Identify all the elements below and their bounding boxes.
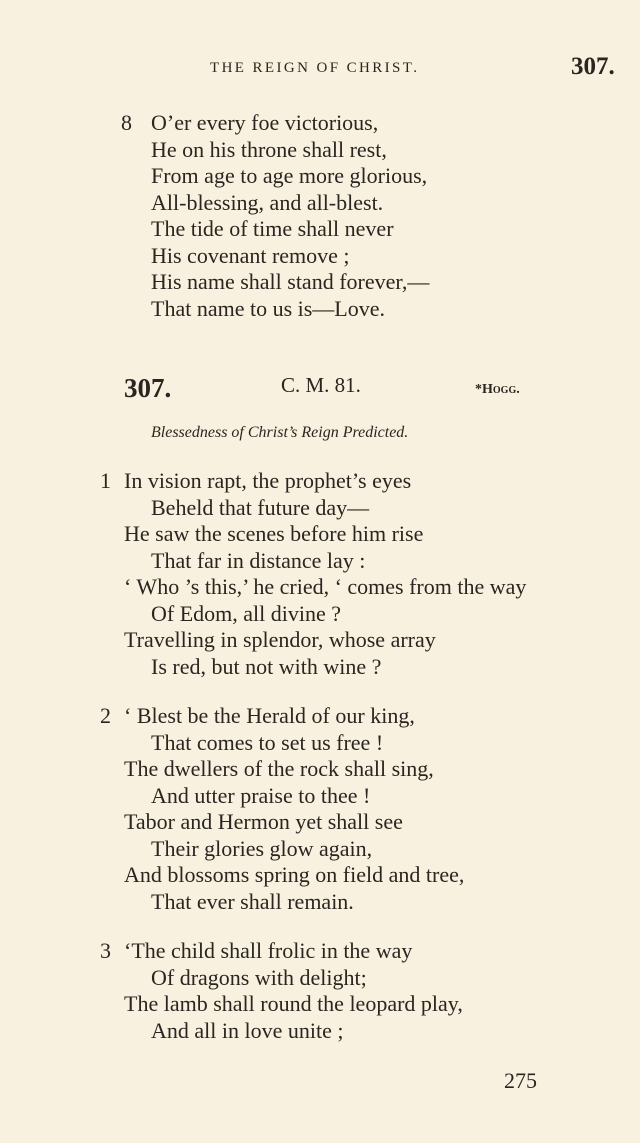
hymn-composer: *Hogg. [475,382,520,397]
verse-line: All-blessing, and all-blest. [151,189,384,215]
verse-line: The tide of time shall never [151,216,394,241]
verse-line: Travelling in splendor, whose array [124,627,436,652]
verse-line: And blossoms spring on field and tree, [124,862,465,887]
stanza-number: 2 [100,703,111,728]
hymn-number: 307. [124,373,172,403]
verse-line: The dwellers of the rock shall sing, [124,756,434,781]
hymn-subtitle: Blessedness of Christ’s Reign Predicted. [151,424,409,441]
hymn-meter: C. M. 81. [281,373,361,397]
verse-line: That far in distance lay : [151,547,366,573]
verse-line: From age to age more glorious, [151,163,428,188]
verse-line: That name to us is—Love. [151,295,386,321]
verse-line: That comes to set us free ! [151,729,384,755]
verse-line: That ever shall remain. [151,888,354,914]
verse-line: Of dragons with delight; [151,964,367,990]
running-title: THE REIGN OF CHRIST. [210,60,420,76]
verse-line: His name shall stand forever,— [151,269,430,294]
verse-line: And all in love unite ; [151,1017,344,1043]
verse-line: ‘The child shall frolic in the way [124,938,413,963]
verse-line: Tabor and Hermon yet shall see [124,809,403,834]
stanza-number: 8 [121,110,132,135]
header-hymn-number: 307. [571,53,615,80]
verse-line: Of Edom, all divine ? [151,600,342,626]
stanza-number: 3 [100,938,111,963]
verse-line: In vision rapt, the prophet’s eyes [124,468,412,493]
verse-line: ‘ Blest be the Herald of our king, [124,703,415,728]
verse-line: ‘ Who ’s this,’ he cried, ‘ comes from the way [124,574,527,599]
page-number: 275 [504,1068,537,1093]
verse-line: His covenant remove ; [151,242,350,268]
verse-line: He saw the scenes before him rise [124,521,424,546]
verse-line: Is red, but not with wine ? [151,653,382,679]
verse-line: He on his throne shall rest, [151,136,387,162]
verse-line: Their glories glow again, [151,835,373,861]
stanza-number: 1 [100,468,111,493]
verse-line: O’er every foe victorious, [151,110,379,135]
verse-line: The lamb shall round the leopard play, [124,991,463,1016]
verse-line: Beheld that future day— [151,494,370,520]
verse-line: And utter praise to thee ! [151,782,371,808]
